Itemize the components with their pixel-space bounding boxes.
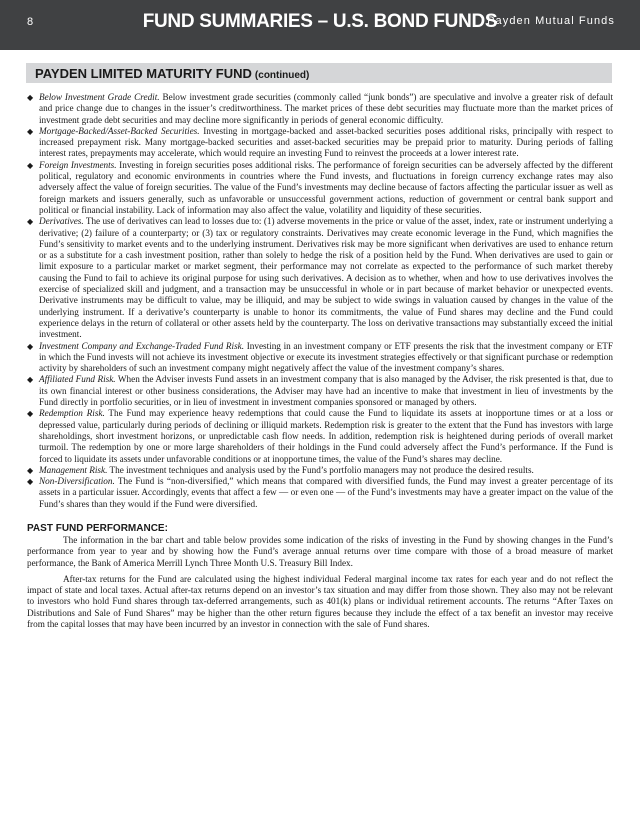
risk-item bbox=[27, 92, 613, 126]
header-title: FUND SUMMARIES – U.S. BOND FUNDS bbox=[142, 11, 498, 32]
header-brand: Payden Mutual Funds bbox=[487, 15, 615, 27]
past-performance-heading: PAST FUND PERFORMANCE: bbox=[27, 522, 168, 534]
fund-title-bar bbox=[26, 63, 612, 83]
risk-item bbox=[27, 374, 613, 408]
performance-paragraph-1: The information in the bar chart and table below provides some indication of the risks of investing in the Fund by showing changes in the Fund’s performance from year to year and by showing how the Fund’s average annual returns over time compare with those of a broad measure of market performance, the Bank of America Merrill Lynch Three Month U.S. Treasury Bill Index. bbox=[27, 534, 613, 568]
risk-item bbox=[27, 341, 613, 375]
performance-paragraph-2: After-tax returns for the Fund are calculated using the highest individual Federal marginal income tax rates for each year and do not reflect the impact of state and local taxes. Actual after-tax returns depend on an investor’s tax situation and may differ from those shown. They also may not be relevant to investors who hold Fund shares through tax-deferred arrangements, such as 401(k) plans or individual retirement accounts. The returns “After Taxes on Distributions and Sale of Fund Shares” may be higher than the other return figures because they include the effect of a tax benefit an investor may receive from the capital losses that may have been incurred by an investor in connection with the sale of Fund shares. bbox=[27, 573, 613, 630]
fund-title-text: PAYDEN LIMITED MATURITY FUND bbox=[35, 66, 252, 81]
risk-name: Derivatives. bbox=[39, 216, 84, 227]
risk-text: Investing in foreign securities poses additional risks. The performance of foreign securities can be adversely affected by the different political, regulatory and economic environments in countries where the Fund invests, and fluctuations in foreign currency exchange rates may also adversely affect the value of foreign securities. The value of the Fund’s investments may decline because of factors affecting the particular issuer as well as foreign markets and issuers generally, such as unfavorable or unsuccessful government actions, reduction of government or central bank support and political or financial instability. Lack of information may also affect the value, volatility and liquidity of these securities. bbox=[39, 159, 613, 215]
risk-text: The investment techniques and analysis used by the Fund’s portfolio managers may not produce the desired results. bbox=[107, 464, 534, 475]
risk-name: Below Investment Grade Credit. bbox=[39, 92, 160, 102]
risk-item bbox=[27, 408, 613, 464]
risk-text: When the Adviser invests Fund assets in an investment company that is also managed by the Adviser, the risk presented is that, due to its own financial interest or other business considerations, the Adviser may have had an incentive to make that investment in lieu of investments by the Fund directly in portfolio securities, or in lieu of investment in investment companies sponsored or managed by others. bbox=[39, 374, 614, 408]
risk-name: Management Risk. bbox=[39, 464, 108, 475]
risk-item bbox=[27, 126, 613, 160]
page-number: 8 bbox=[27, 16, 34, 28]
fund-title bbox=[35, 66, 309, 81]
risk-text: The Fund may experience heavy redemptions that could cause the Fund to liquidate its assets at inopportune times or at a loss or depressed value, particularly during periods of declining or illiquid markets. Redemption risk is greater to the extent that the Fund has investors with large shareholdings, short investment horizons, or unpredictable cash flow needs. In addition, redemption risk is heightened during periods of overall market turmoil. The redemption by one or more large shareholders of their holdings in the Fund could adversely affect the Fund’s performance. If the Fund is forced to liquidate its assets under unfavorable conditions or at inopportune times, the value of the Fund’s shares may decline. bbox=[39, 408, 613, 464]
risk-text: The use of derivatives can lead to losses due to: (1) adverse movements in the price or value of the asset, index, rate or instrument underlying a derivative; (2) failure of a counterparty; or (3) tax or regulatory constraints. Derivatives may create economic leverage in the Fund, which magnifies the Fund’s sensitivity to market events and to the underlying instrument. Derivatives risk may be more significant when derivatives are used to enhance return or as a substitute for a cash investment position, rather than solely to hedge the risk of a position held by the Fund. When derivatives are used to gain or limit exposure to a particular market or market segment, their performance may not correlate as expected to the performance of such market thereby causing the Fund to fail to achieve its original purpose for using such derivatives. A decision as to whether, when and how to use derivatives involves the exercise of specialized skill and judgment, and a transaction may be unsuccessful in whole or in part because of market behavior or unexpected events. Derivative instruments may be difficult to value, may be illiquid, and may be subject to wide swings in valuation caused by changes in the value of the underlying instrument. If a derivative’s counterparty is unable to honor its commitments, the value of Fund shares may decline and the Fund could experience delays in the return of collateral or other assets held by the counterparty. The loss on derivative transactions may substantially exceed the initial investment. bbox=[39, 216, 613, 340]
risk-text: Below investment grade securities (commonly called “junk bonds”) are speculative and involve a greater risk of default and price change due to changes in the issuer’s creditworthiness. The market prices of these debt securities may fluctuate more than the market prices of investment grade debt securities and may decline more significantly in periods of general economic difficulty. bbox=[39, 92, 613, 125]
risk-list bbox=[27, 92, 613, 510]
document-body bbox=[27, 92, 613, 635]
risk-name: Mortgage-Backed/Asset-Backed Securities. bbox=[39, 125, 200, 136]
risk-item bbox=[27, 216, 613, 340]
risk-name: Foreign Investments. bbox=[39, 159, 117, 170]
risk-name: Affiliated Fund Risk. bbox=[39, 374, 116, 385]
bullet-icon: ◆ bbox=[27, 93, 34, 102]
risk-text: Investing in an investment company or ETF presents the risk that the investment company or ETF in which the Fund invests will not achieve its investment objective or execute its investment strategies effectively or that significant purchase or redemption activity by shareholders of such an investment company might negatively affect the value of the investment company’s shares. bbox=[39, 340, 613, 374]
bullet-icon: ◆ bbox=[27, 465, 34, 475]
bullet-icon: ◆ bbox=[27, 126, 34, 136]
risk-item bbox=[27, 160, 613, 216]
bullet-icon: ◆ bbox=[27, 217, 34, 227]
bullet-icon: ◆ bbox=[27, 341, 34, 351]
risk-name: Redemption Risk. bbox=[39, 408, 105, 419]
bullet-icon: ◆ bbox=[27, 375, 34, 385]
bullet-icon: ◆ bbox=[27, 477, 34, 487]
fund-title-continued: (continued) bbox=[254, 70, 310, 81]
bullet-icon: ◆ bbox=[27, 409, 34, 419]
risk-item bbox=[27, 465, 613, 476]
risk-item bbox=[27, 476, 613, 510]
risk-text: Investing in mortgage-backed and asset-backed securities poses additional risks, principally with respect to increased prepayment risk. Many mortgage-backed securities and asset-backed securities may be prepaid prior to maturity. During periods of falling interest rates, prepayments may accelerate, which would require an investing Fund to reinvest the proceeds at a lower interest rate. bbox=[39, 125, 613, 159]
risk-text: The Fund is “non-diversified,” which means that compared with diversified funds, the Fund may invest a greater percentage of its assets in a particular issuer. Accordingly, events that affect a few — or even one — of the Fund’s investments may have a greater impact on the value of the Fund’s shares than they would if the Fund were diversified. bbox=[39, 476, 613, 509]
page-header bbox=[0, 0, 640, 50]
risk-name: Non-Diversification. bbox=[39, 476, 115, 487]
bullet-icon: ◆ bbox=[27, 160, 34, 170]
risk-name: Investment Company and Exchange-Traded Fund Risk. bbox=[39, 340, 245, 351]
